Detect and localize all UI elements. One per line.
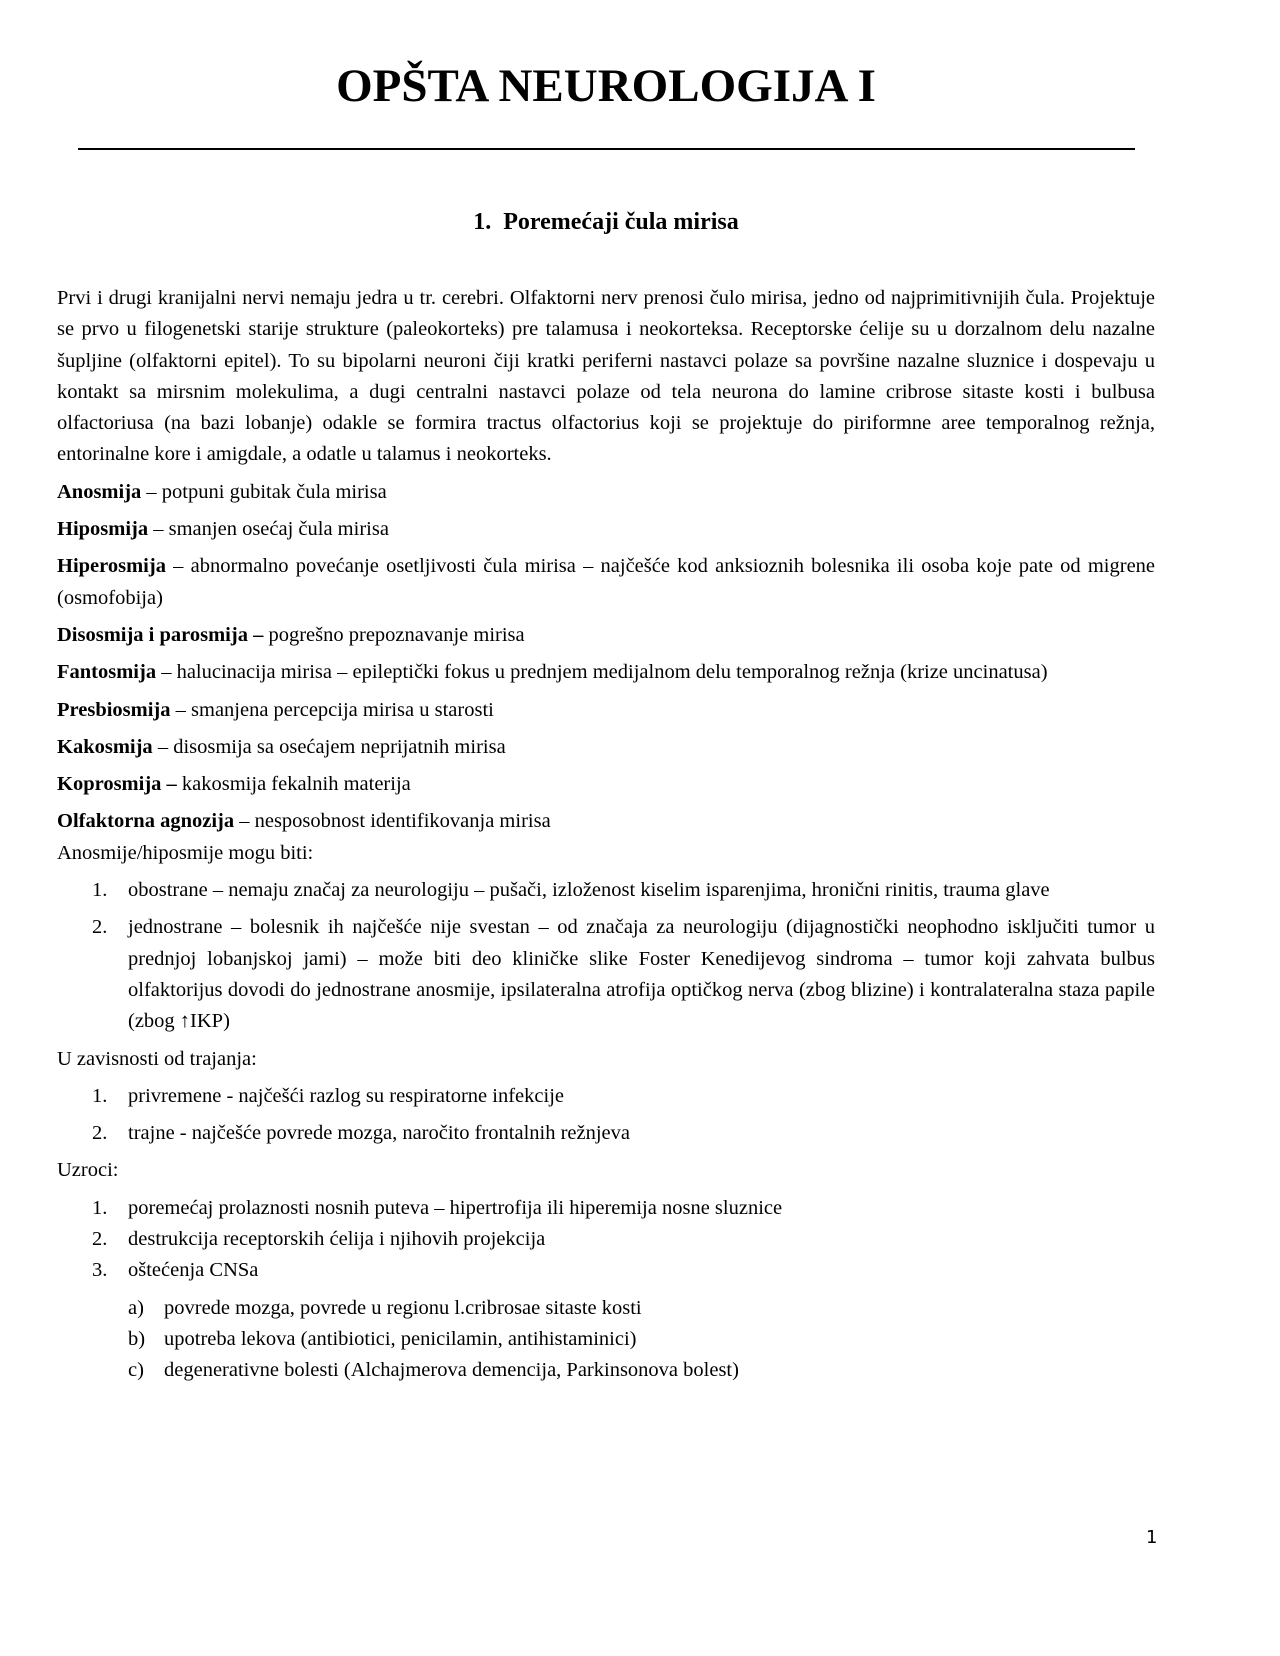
causes-heading: Uzroci: [57, 1159, 119, 1182]
definition-term: Kakosmija [57, 735, 153, 758]
definition-item: Hiposmija – smanjen osećaj čula mirisa [57, 518, 389, 541]
definition-item: Hiperosmija – abnormalno povećanje osetljivosti čula mirisa – najčešće kod anksioznih bolesnika ili osoba koje pate od migrene (osmofobija) [57, 555, 1156, 609]
definition-item: Anosmija – potpuni gubitak čula mirisa [57, 480, 387, 503]
section-title: Poremećaji čula mirisa [503, 209, 739, 235]
types-heading: Anosmije/hiposmije mogu biti: [57, 841, 314, 864]
definition-item [57, 620, 1155, 651]
definition-item: Olfaktorna agnozija – nesposobnost identifikovanja mirisa [57, 810, 551, 833]
causes-list [57, 1193, 1155, 1387]
sub-list-marker: c) [128, 1359, 144, 1382]
list-item [57, 1193, 1155, 1224]
definition-term: Presbiosmija [57, 698, 171, 721]
list-item [57, 1081, 1155, 1112]
definition-item: Presbiosmija – smanjena percepcija mirisa u starosti [57, 698, 494, 721]
definition-text: pogrešno prepoznavanje mirisa [268, 623, 525, 646]
list-item-text: jednostrane – bolesnik ih najčešće nije svestan – od značaja za neurologiju (dijagnostički neophodno isključiti tumor u prednjoj lobanjskoj jami) – može biti deo kliničke slike Foster Kenedijevog sindroma – tumor koji zahvata bulbus olfaktorijus dovodi do jednostrane anosmije, ipsilateralna atrofija optičkog nerva (zbog blizine) i kontralateralna staza papile (zbog ↑IKP) [128, 916, 1155, 1033]
sub-list-item [128, 1293, 1155, 1324]
definition-term: Disosmija i parosmija – [57, 623, 264, 646]
list-marker: 2. [92, 1122, 108, 1145]
list-item [57, 1118, 1155, 1149]
definition-term: Fantosmija [57, 661, 157, 684]
definition-item: Kakosmija – disosmija sa osećajem neprijatnih mirisa [57, 735, 506, 758]
list-marker: 2. [92, 1228, 108, 1251]
section-heading [0, 206, 1212, 238]
list-item [57, 875, 1155, 906]
definitions-list [57, 477, 1155, 838]
list-marker: 3. [92, 1259, 108, 1282]
definition-text: disosmija sa osećajem neprijatnih mirisa [173, 735, 506, 758]
definition-text: potpuni gubitak čula mirisa [161, 480, 387, 503]
types-list [57, 875, 1155, 1037]
list-item-text: obostrane – nemaju značaj za neurologiju – pušači, izloženost kiselim isparenjima, hronični rinitis, trauma glave [128, 879, 1050, 902]
list-marker: 1. [92, 1084, 108, 1107]
intro-paragraph: Prvi i drugi kranijalni nervi nemaju jedra u tr. cerebri. Olfaktorni nerv prenosi čulo mirisa, jedno od najprimitivnijih čula. Projektuje se prvo u filogenetski starije strukture (paleokorteks) pre talamusa i neokorteksa. Receptorske ćelije su u dorzalnom delu nazalne šupljine (olfaktorni epitel). To su bipolarni neuroni čiji kratki periferni nastavci polaze sa površine nazalne sluznice i dospevaju u kontakt sa mirsnim molekulima, a dugi centralni nastavci polaze od tela neurona do lamine cribrose sitaste kosti i bulbusa olfactoriusa (na bazi lobanje) odakle se formira tractus olfactorius koji se projektuje do piriformne aree temporalnog režnja, entorinalne kore i amigdale, a odatle u talamus i neokorteks. [57, 287, 1155, 466]
definition-term: Hiperosmija [57, 555, 166, 578]
document-title: OPŠTA NEUROLOGIJA I [336, 60, 876, 112]
cns-causes-list [128, 1293, 1155, 1387]
definition-text: halucinacija mirisa – epileptički fokus u prednjem medijalnom delu temporalnog režnja (krize uncinatusa) [176, 661, 1048, 684]
definition-term: Hiposmija [57, 518, 149, 541]
list-item [57, 912, 1155, 1037]
sub-list-item-text: upotreba lekova (antibiotici, penicilamin, antihistaminici) [164, 1327, 637, 1350]
list-item-text: trajne - najčešće povrede mozga, naročito frontalnih režnjeva [128, 1122, 630, 1145]
definition-text: smanjena percepcija mirisa u starosti [191, 698, 494, 721]
section-number: 1. [473, 209, 492, 235]
sub-list-item [128, 1324, 1155, 1355]
title-divider [78, 148, 1135, 150]
definition-text: nesposobnost identifikovanja mirisa [254, 810, 551, 833]
sub-list-item-text: povrede mozga, povrede u regionu l.cribrosae sitaste kosti [164, 1296, 642, 1319]
sub-list-item-text: degenerativne bolesti (Alchajmerova demencija, Parkinsonova bolest) [164, 1359, 739, 1382]
definition-text: smanjen osećaj čula mirisa [168, 518, 389, 541]
sub-list-marker: b) [128, 1327, 146, 1350]
list-item-text: oštećenja CNSa [128, 1259, 259, 1282]
definition-term: Koprosmija – [57, 773, 177, 796]
duration-list [57, 1081, 1155, 1150]
definition-item: Fantosmija – halucinacija mirisa – epileptički fokus u prednjem medijalnom delu temporalnog režnja (krize uncinatusa) [57, 661, 1048, 684]
sub-list-item [128, 1355, 1155, 1386]
list-marker: 1. [92, 879, 108, 902]
list-item-text: destrukcija receptorskih ćelija i njihovih projekcija [128, 1228, 546, 1251]
list-item [57, 1224, 1155, 1255]
list-item-text: privremene - najčešći razlog su respiratorne infekcije [128, 1084, 564, 1107]
definition-text: kakosmija fekalnih materija [181, 773, 411, 796]
list-marker: 2. [92, 916, 108, 939]
definition-text: abnormalno povećanje osetljivosti čula mirisa – najčešće kod anksioznih bolesnika ili osoba koje pate od migrene (osmofobija) [57, 555, 1156, 609]
definition-item [57, 769, 1155, 800]
list-item-text: poremećaj prolaznosti nosnih puteva – hipertrofija ili hiperemija nosne sluznice [128, 1196, 783, 1219]
definition-term: Olfaktorna agnozija [57, 810, 235, 833]
document-body [57, 283, 1155, 1393]
duration-heading: U zavisnosti od trajanja: [57, 1047, 257, 1070]
list-item [57, 1255, 1155, 1386]
page-number: 1 [1146, 1527, 1158, 1548]
list-marker: 1. [92, 1196, 108, 1219]
definition-term: Anosmija [57, 480, 142, 503]
sub-list-marker: a) [128, 1296, 144, 1319]
